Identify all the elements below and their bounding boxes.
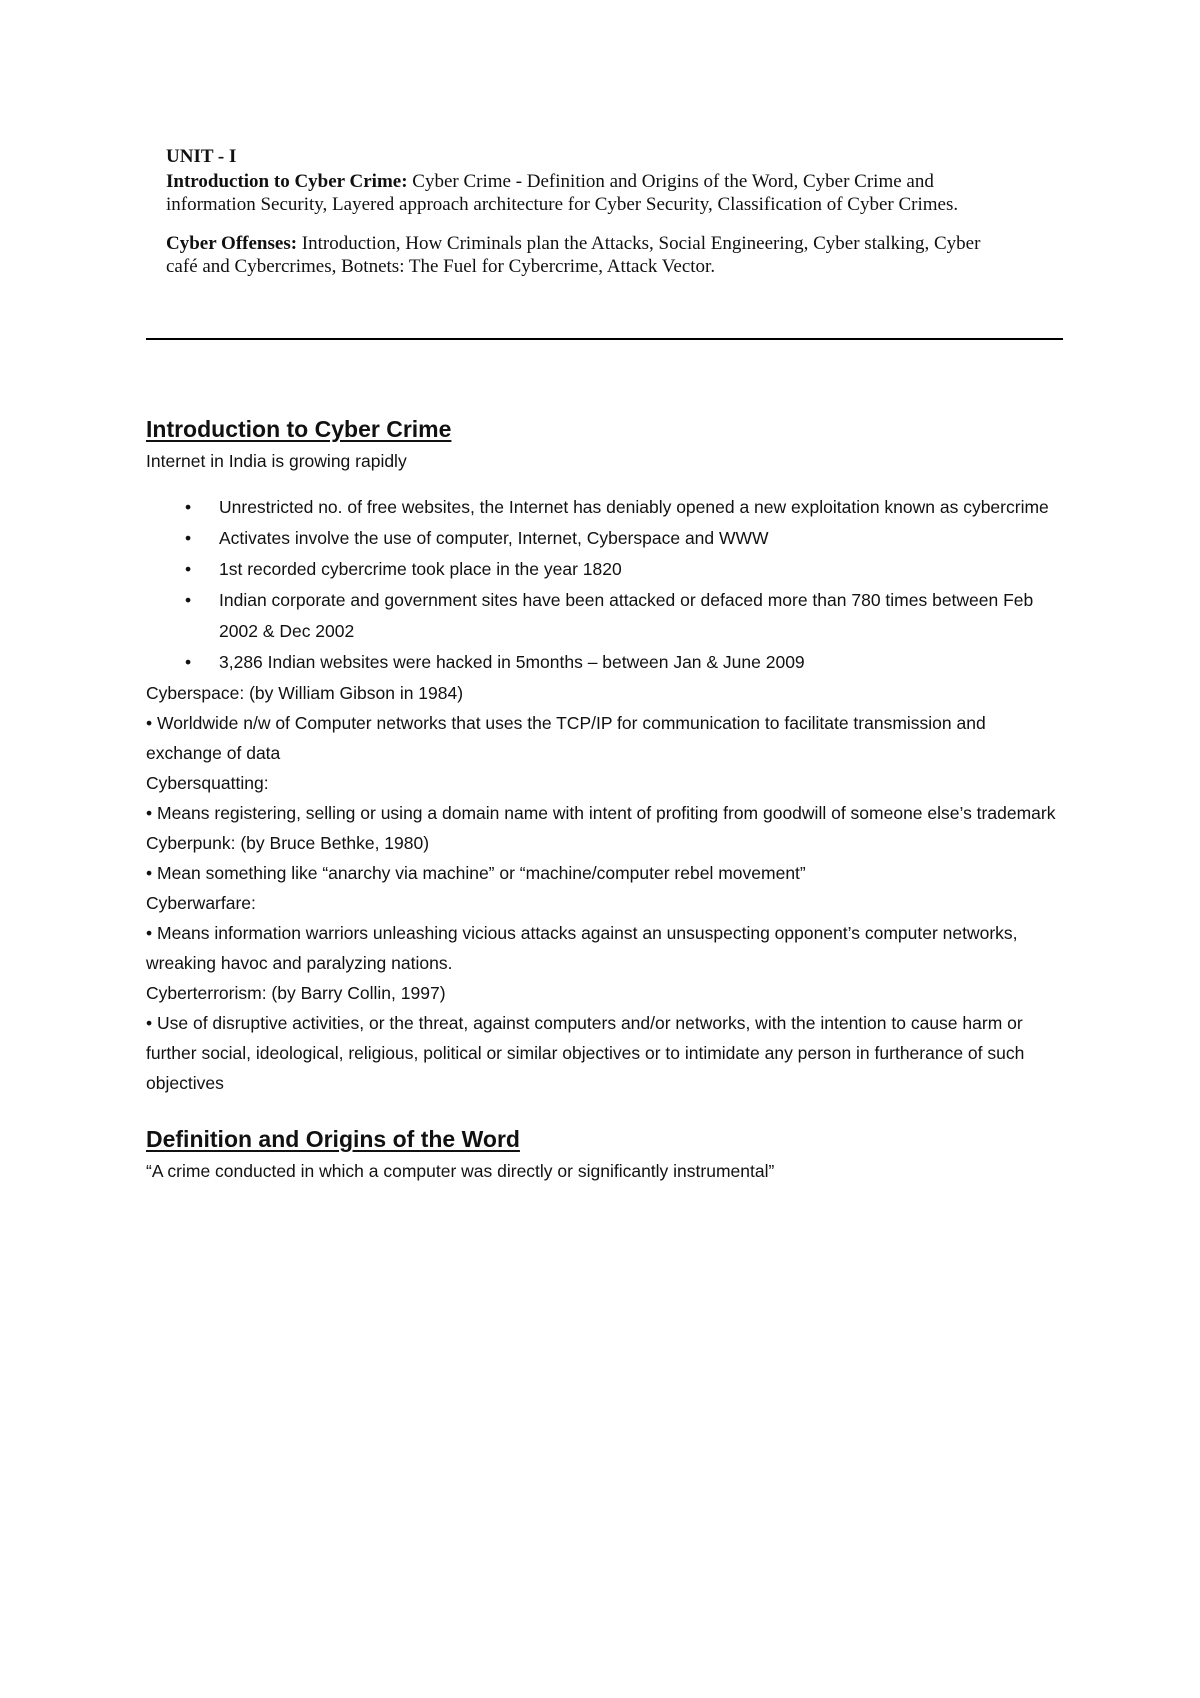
list-item-text: Indian corporate and government sites have been attacked or defaced more than 780 times between Feb 2002 & Dec 2002: [219, 590, 1034, 641]
bullet-icon: •: [185, 559, 192, 579]
syllabus-lead-2: Cyber Offenses:: [166, 233, 298, 254]
bullet-icon: •: [185, 497, 192, 517]
definition-quote: “A crime conducted in which a computer was directly or significantly instrumental”: [146, 1161, 775, 1181]
list-item: [146, 492, 1066, 523]
list-item: [146, 523, 1066, 554]
term-cyberspace: Cyberspace: (by William Gibson in 1984): [146, 683, 464, 703]
list-item-text: 3,286 Indian websites were hacked in 5months – between Jan & June 2009: [219, 652, 805, 672]
list-item-text: Activates involve the use of computer, Internet, Cyberspace and WWW: [219, 528, 769, 548]
section-heading-definition: Definition and Origins of the Word: [146, 1126, 520, 1152]
bullet-icon: •: [185, 652, 192, 672]
term-cyberpunk: Cyberpunk: (by Bruce Bethke, 1980): [146, 833, 430, 853]
syllabus-text-2: Introduction, How Criminals plan the Attacks, Social Engineering, Cyber stalking, Cyber café and Cybercrimes, Botnets: The Fuel for Cybercrime, Attack Vector.: [166, 233, 981, 277]
bullet-icon: •: [185, 528, 192, 548]
term-cybersquatting: Cybersquatting:: [146, 773, 269, 793]
list-item: [146, 585, 1066, 647]
unit-label: UNIT - I: [166, 146, 237, 167]
section-heading-intro: Introduction to Cyber Crime: [146, 416, 452, 442]
desc-cyberpunk: • Mean something like “anarchy via machine” or “machine/computer rebel movement”: [146, 863, 806, 883]
horizontal-divider: [146, 338, 1063, 340]
intro-line: Internet in India is growing rapidly: [146, 451, 407, 471]
term-cyberterrorism: Cyberterrorism: (by Barry Collin, 1997): [146, 983, 446, 1003]
syllabus-block: [166, 145, 996, 278]
desc-cyberwarfare: • Means information warriors unleashing vicious attacks against an unsuspecting opponent’s computer networks, wreaking havoc and paralyzing nations.: [146, 923, 1018, 973]
list-item: [146, 647, 1066, 678]
list-item-text: 1st recorded cybercrime took place in the year 1820: [219, 559, 622, 579]
syllabus-lead-1: Introduction to Cyber Crime:: [166, 171, 408, 192]
list-item: [146, 554, 1066, 585]
desc-cyberspace: • Worldwide n/w of Computer networks that uses the TCP/IP for communication to facilitate transmission and exchange of data: [146, 713, 986, 763]
desc-cybersquatting: • Means registering, selling or using a domain name with intent of profiting from goodwill of someone else’s trademark: [146, 803, 1056, 823]
desc-cyberterrorism: • Use of disruptive activities, or the threat, against computers and/or networks, with the intention to cause harm or further social, ideological, religious, political or similar objectives or to intimidate any person in furtherance of such objectives: [146, 1013, 1025, 1093]
main-content: [146, 412, 1066, 1186]
bullet-list: [146, 492, 1066, 678]
syllabus-paragraph-2: [166, 232, 996, 278]
syllabus-text-1: Cyber Crime - Definition and Origins of the Word, Cyber Crime and information Security, Layered approach architecture for Cyber Security, Classification of Cyber Crimes.: [166, 171, 959, 215]
list-item-text: Unrestricted no. of free websites, the Internet has deniably opened a new exploitation known as cybercrime: [219, 497, 1049, 517]
syllabus-paragraph-1: [166, 170, 996, 216]
term-cyberwarfare: Cyberwarfare:: [146, 893, 256, 913]
bullet-icon: •: [185, 590, 192, 610]
